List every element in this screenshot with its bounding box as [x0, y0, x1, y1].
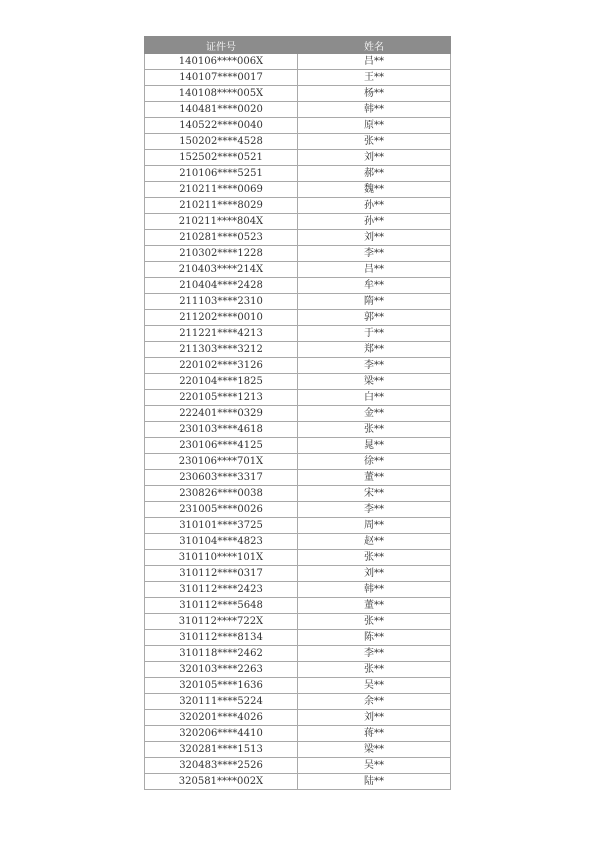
table-row [145, 438, 451, 454]
id-number-cell: 210302****1228 [145, 246, 298, 262]
table-row [145, 518, 451, 534]
table-row [145, 710, 451, 726]
name-cell: 刘** [298, 230, 451, 246]
table-row [145, 262, 451, 278]
id-number-cell: 152502****0521 [145, 150, 298, 166]
table-row [145, 246, 451, 262]
table-row [145, 662, 451, 678]
id-number-cell: 140522****0040 [145, 118, 298, 134]
id-number-cell: 220102****3126 [145, 358, 298, 374]
table-row [145, 182, 451, 198]
name-cell: 赵** [298, 534, 451, 550]
id-number-cell: 230106****4125 [145, 438, 298, 454]
name-cell: 李** [298, 646, 451, 662]
id-number-cell: 220105****1213 [145, 390, 298, 406]
table-row [145, 502, 451, 518]
name-cell: 张** [298, 662, 451, 678]
id-number-cell: 210404****2428 [145, 278, 298, 294]
name-cell: 董** [298, 470, 451, 486]
table-row [145, 470, 451, 486]
id-number-cell: 140106****006X [145, 54, 298, 70]
name-cell: 宋** [298, 486, 451, 502]
name-cell: 隋** [298, 294, 451, 310]
name-cell: 刘** [298, 150, 451, 166]
name-cell: 陆** [298, 774, 451, 790]
name-cell: 白** [298, 390, 451, 406]
name-cell: 吴** [298, 678, 451, 694]
table-row [145, 598, 451, 614]
id-number-cell: 220104****1825 [145, 374, 298, 390]
id-number-cell: 230103****4618 [145, 422, 298, 438]
id-number-cell: 211202****0010 [145, 310, 298, 326]
name-cell: 张** [298, 614, 451, 630]
table-row [145, 374, 451, 390]
name-cell: 刘** [298, 710, 451, 726]
table-row [145, 582, 451, 598]
id-number-cell: 320201****4026 [145, 710, 298, 726]
table-row [145, 406, 451, 422]
id-number-cell: 310104****4823 [145, 534, 298, 550]
table-header-row [145, 37, 451, 54]
id-name-table [144, 36, 451, 790]
table-row [145, 310, 451, 326]
table-row [145, 134, 451, 150]
id-number-cell: 310112****722X [145, 614, 298, 630]
id-number-cell: 320483****2526 [145, 758, 298, 774]
id-number-cell: 320103****2263 [145, 662, 298, 678]
id-number-cell: 310118****2462 [145, 646, 298, 662]
id-number-cell: 140108****005X [145, 86, 298, 102]
name-cell: 吕** [298, 54, 451, 70]
table-row [145, 230, 451, 246]
name-cell: 于** [298, 326, 451, 342]
name-cell: 李** [298, 358, 451, 374]
name-cell: 徐** [298, 454, 451, 470]
name-cell: 梁** [298, 742, 451, 758]
id-number-cell: 150202****4528 [145, 134, 298, 150]
table-row [145, 694, 451, 710]
table-body [145, 54, 451, 790]
table-row [145, 614, 451, 630]
name-cell: 杨** [298, 86, 451, 102]
id-number-cell: 320281****1513 [145, 742, 298, 758]
id-number-cell: 310112****0317 [145, 566, 298, 582]
id-number-cell: 210211****804X [145, 214, 298, 230]
table-row [145, 678, 451, 694]
table-row [145, 646, 451, 662]
name-cell: 魏** [298, 182, 451, 198]
table-row [145, 566, 451, 582]
name-cell: 刘** [298, 566, 451, 582]
id-number-cell: 320111****5224 [145, 694, 298, 710]
id-number-cell: 230603****3317 [145, 470, 298, 486]
id-number-cell: 231005****0026 [145, 502, 298, 518]
table-row [145, 774, 451, 790]
table-row [145, 278, 451, 294]
name-cell: 周** [298, 518, 451, 534]
name-cell: 梁** [298, 374, 451, 390]
table-row [145, 326, 451, 342]
id-number-cell: 310112****8134 [145, 630, 298, 646]
name-cell: 李** [298, 246, 451, 262]
name-cell: 晁** [298, 438, 451, 454]
table-row [145, 454, 451, 470]
id-number-cell: 210106****5251 [145, 166, 298, 182]
id-number-cell: 210281****0523 [145, 230, 298, 246]
name-cell: 余** [298, 694, 451, 710]
id-number-cell: 140107****0017 [145, 70, 298, 86]
id-number-cell: 211303****3212 [145, 342, 298, 358]
name-cell: 吴** [298, 758, 451, 774]
table-row [145, 422, 451, 438]
id-number-cell: 310112****5648 [145, 598, 298, 614]
name-cell: 张** [298, 422, 451, 438]
name-cell: 牟** [298, 278, 451, 294]
id-number-cell: 230826****0038 [145, 486, 298, 502]
table-row [145, 534, 451, 550]
name-cell: 郝** [298, 166, 451, 182]
id-number-cell: 310110****101X [145, 550, 298, 566]
id-number-cell: 210403****214X [145, 262, 298, 278]
table-row [145, 726, 451, 742]
table-row [145, 758, 451, 774]
name-cell: 韩** [298, 582, 451, 598]
id-number-cell: 320206****4410 [145, 726, 298, 742]
table-row [145, 486, 451, 502]
column-header-name: 姓名 [298, 37, 451, 54]
id-number-cell: 210211****0069 [145, 182, 298, 198]
id-number-cell: 211221****4213 [145, 326, 298, 342]
table-row [145, 102, 451, 118]
name-cell: 金** [298, 406, 451, 422]
table-row [145, 390, 451, 406]
id-number-cell: 230106****701X [145, 454, 298, 470]
id-number-cell: 310101****3725 [145, 518, 298, 534]
id-number-cell: 210211****8029 [145, 198, 298, 214]
table-row [145, 630, 451, 646]
table-row [145, 294, 451, 310]
name-cell: 陈** [298, 630, 451, 646]
table-row [145, 198, 451, 214]
name-cell: 王** [298, 70, 451, 86]
table-row [145, 150, 451, 166]
name-cell: 李** [298, 502, 451, 518]
name-cell: 张** [298, 550, 451, 566]
name-cell: 孙** [298, 214, 451, 230]
name-cell: 张** [298, 134, 451, 150]
id-number-cell: 320105****1636 [145, 678, 298, 694]
name-cell: 董** [298, 598, 451, 614]
table-row [145, 166, 451, 182]
id-number-cell: 310112****2423 [145, 582, 298, 598]
table-row [145, 342, 451, 358]
table-row [145, 214, 451, 230]
name-cell: 韩** [298, 102, 451, 118]
table-row [145, 550, 451, 566]
id-number-cell: 222401****0329 [145, 406, 298, 422]
id-number-cell: 320581****002X [145, 774, 298, 790]
name-cell: 孙** [298, 198, 451, 214]
name-cell: 郭** [298, 310, 451, 326]
id-number-cell: 211103****2310 [145, 294, 298, 310]
table-row [145, 86, 451, 102]
table-row [145, 54, 451, 70]
table-row [145, 118, 451, 134]
column-header-id-number: 证件号 [145, 37, 298, 54]
table-row [145, 742, 451, 758]
name-cell: 吕** [298, 262, 451, 278]
id-number-cell: 140481****0020 [145, 102, 298, 118]
name-cell: 蒋** [298, 726, 451, 742]
table-row [145, 70, 451, 86]
table-row [145, 358, 451, 374]
name-cell: 原** [298, 118, 451, 134]
name-cell: 郑** [298, 342, 451, 358]
